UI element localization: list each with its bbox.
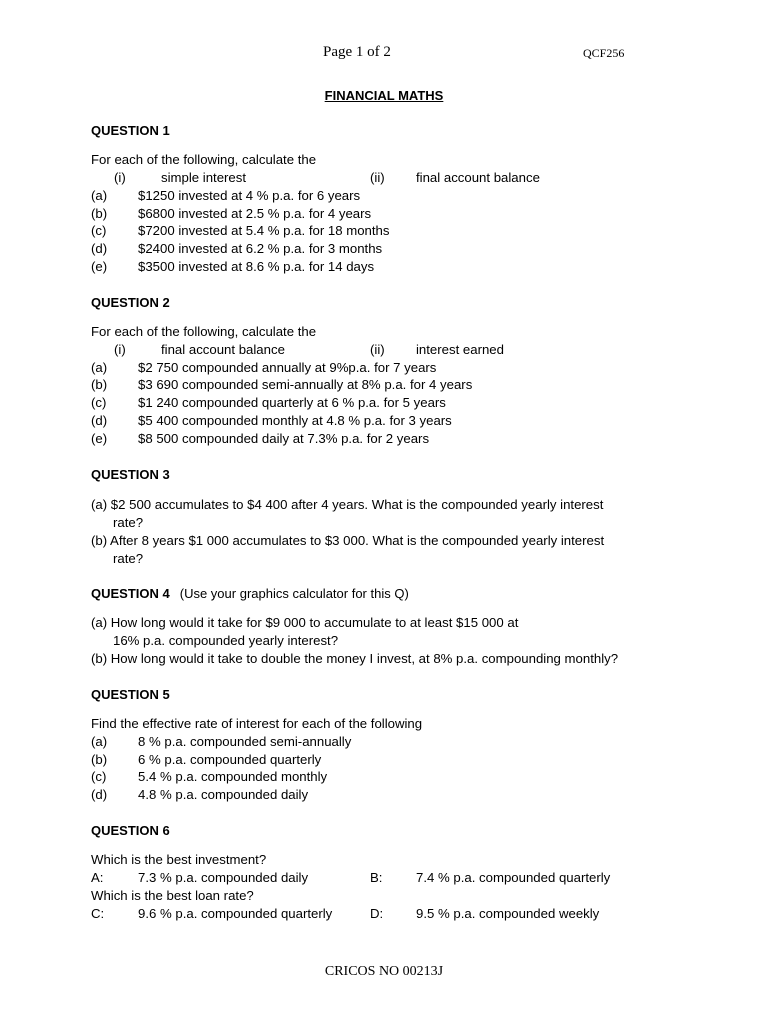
course-code: QCF256 [583, 46, 625, 60]
question-5-item-text: 4.8 % p.a. compounded daily [138, 787, 309, 802]
question-2-part-i: final account balance [161, 342, 285, 357]
question-1-part-i: simple interest [161, 170, 247, 185]
question-1-heading: QUESTION 1 [91, 123, 170, 138]
option-d-label: D: [370, 906, 384, 921]
question-2-item-text: $3 690 compounded semi-annually at 8% p.a. for 4 years [138, 377, 473, 392]
option-a-label: A: [91, 870, 104, 885]
question-2-item-text: $1 240 compounded quarterly at 6 % p.a. for 5 years [138, 395, 446, 410]
question-1-item-text: $1250 invested at 4 % p.a. for 6 years [138, 188, 361, 203]
option-b-label: B: [370, 870, 383, 885]
question-2-item-text: $5 400 compounded monthly at 4.8 % p.a. for 3 years [138, 413, 452, 428]
question-4-heading-label: QUESTION 4 [91, 586, 170, 601]
question-1-item-label: (e) [91, 259, 108, 274]
question-4b-text: (b) How long would it take to double the money I invest, at 8% p.a. compounding monthly? [91, 651, 619, 666]
question-3b-text-continued: rate? [113, 551, 144, 566]
option-c-text: 9.6 % p.a. compounded quarterly [138, 906, 333, 921]
question-1-item-text: $6800 invested at 2.5 % p.a. for 4 years [138, 206, 372, 221]
question-2-part-ii: interest earned [416, 342, 504, 357]
question-1-item-label: (c) [91, 223, 107, 238]
question-5-item-text: 8 % p.a. compounded semi-annually [138, 734, 352, 749]
question-2-intro: For each of the following, calculate the [91, 324, 317, 339]
question-1-part-ii: final account balance [416, 170, 540, 185]
question-1-item-text: $2400 invested at 6.2 % p.a. for 3 months [138, 241, 383, 256]
question-1-item-text: $7200 invested at 5.4 % p.a. for 18 months [138, 223, 390, 238]
question-2-item-text: $8 500 compounded daily at 7.3% p.a. for 2 years [138, 431, 430, 446]
question-5-item-text: 6 % p.a. compounded quarterly [138, 752, 322, 767]
question-4a-text: (a) How long would it take for $9 000 to accumulate to at least $15 000 at [91, 615, 519, 630]
question-1-part-ii-label: (ii) [370, 170, 385, 185]
option-d-text: 9.5 % p.a. compounded weekly [416, 906, 600, 921]
question-5-intro: Find the effective rate of interest for each of the following [91, 716, 423, 731]
question-4-note: (Use your graphics calculator for this Q) [179, 586, 409, 601]
question-3-heading: QUESTION 3 [91, 467, 170, 482]
question-2-part-i-label: (i) [114, 342, 126, 357]
question-1-intro: For each of the following, calculate the [91, 152, 317, 167]
document-title: FINANCIAL MATHS [324, 88, 444, 103]
question-2-item-text: $2 750 compounded annually at 9%p.a. for 7 years [138, 360, 437, 375]
question-4-heading [91, 586, 409, 601]
question-2-item-label: (a) [91, 360, 108, 375]
question-1-part-i-label: (i) [114, 170, 126, 185]
question-6-investment-question: Which is the best investment? [91, 852, 267, 867]
question-1-item-label: (a) [91, 188, 108, 203]
option-c-label: C: [91, 906, 105, 921]
question-6-loan-question: Which is the best loan rate? [91, 888, 254, 903]
question-5-item-text: 5.4 % p.a. compounded monthly [138, 769, 328, 784]
option-b-text: 7.4 % p.a. compounded quarterly [416, 870, 611, 885]
question-6-heading: QUESTION 6 [91, 823, 170, 838]
question-5-heading: QUESTION 5 [91, 687, 170, 702]
option-a-text: 7.3 % p.a. compounded daily [138, 870, 309, 885]
question-3b-text: (b) After 8 years $1 000 accumulates to $3 000. What is the compounded yearly interest [91, 533, 605, 548]
question-3a-text-continued: rate? [113, 515, 144, 530]
question-5-item-label: (a) [91, 734, 108, 749]
question-1-item-text: $3500 invested at 8.6 % p.a. for 14 days [138, 259, 375, 274]
question-4a-text-continued: 16% p.a. compounded yearly interest? [113, 633, 339, 648]
question-2-heading: QUESTION 2 [91, 295, 170, 310]
question-5-item-label: (d) [91, 787, 108, 802]
question-3a-text: (a) $2 500 accumulates to $4 400 after 4 years. What is the compounded yearly interest [91, 497, 604, 512]
question-2-item-label: (d) [91, 413, 108, 428]
question-2-part-ii-label: (ii) [370, 342, 385, 357]
question-2-item-label: (b) [91, 377, 108, 392]
question-5-item-label: (c) [91, 769, 107, 784]
question-1-item-label: (d) [91, 241, 108, 256]
question-2-item-label: (c) [91, 395, 107, 410]
question-2-item-label: (e) [91, 431, 108, 446]
question-5-item-label: (b) [91, 752, 108, 767]
page-number: Page 1 of 2 [323, 44, 391, 60]
question-1-item-label: (b) [91, 206, 108, 221]
cricos-footer: CRICOS NO 00213J [324, 964, 444, 979]
